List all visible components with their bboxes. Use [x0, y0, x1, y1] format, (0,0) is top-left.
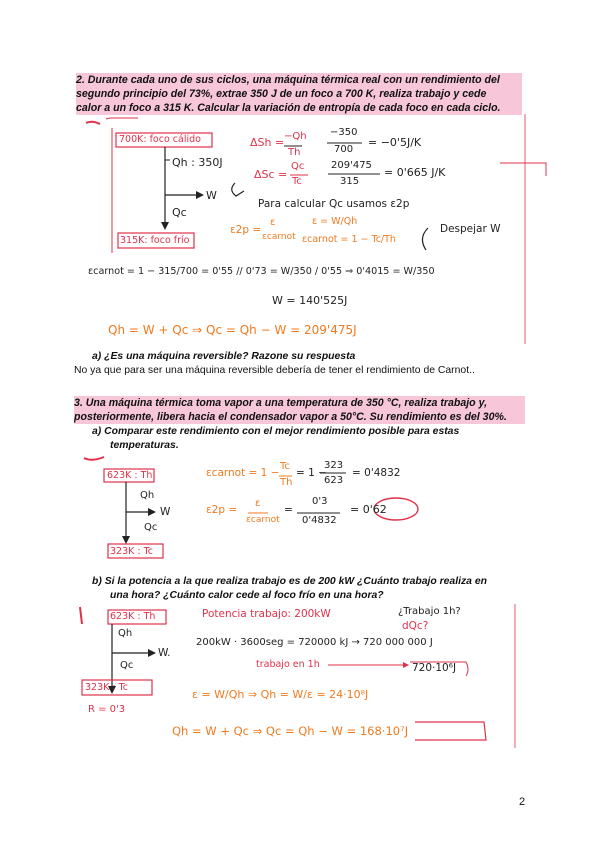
q3b-q-trabajo: ¿Trabajo 1h? — [398, 606, 461, 617]
q2-dsh-val-den: 700 — [334, 144, 354, 155]
q3-sub-b-line-1: b) Si la potencia a la que realiza trabajo es de 200 kW ¿Cuánto trabajo realiza en — [92, 576, 487, 587]
q3-ecarnot-lhs: εcarnot = 1 − — [206, 467, 280, 479]
q2-w-label: W — [206, 189, 217, 202]
q2-header-line-3: calor a un foco a 315 K. Calcular la variación de entropía de cada foco en cada ciclo. — [76, 101, 522, 115]
q3-header-line-2: posteriormente, libera hacia el condensador vapor a 50°C. Su rendimiento es del 30%. — [74, 410, 525, 424]
q2-sub-a: a) ¿Es una máquina reversible? Razone su respuesta — [92, 351, 356, 362]
q3-cold-box: 323K : Tc — [110, 546, 154, 557]
q2-e2p-lhs: ε2p = — [230, 224, 262, 236]
q2-e2p-den: εcarnot — [262, 232, 296, 242]
q2-qh-eq: Qh = W + Qc ⇒ Qc = Qh − W = 209'475J — [108, 323, 357, 337]
q2-cold-box: 315K: foco frío — [120, 235, 190, 246]
q3-sub-b-line-2: una hora? ¿Cuánto calor cede al foco frío en una hora? — [110, 590, 384, 601]
q3-hot-box: 623K : Th — [107, 470, 153, 481]
q2-dsc-val-num: 209'475 — [331, 160, 372, 171]
q3b-qc: Qc — [120, 660, 134, 671]
q2-dsc-num: Qc — [291, 161, 305, 172]
q2-w-result: W = 140'525J — [272, 294, 348, 307]
q2-qh-label: Qh : 350J — [172, 156, 223, 169]
q3b-w: W. — [158, 647, 171, 659]
q2-header-line-1: 2. Durante cada uno de sus ciclos, una máquina térmica real con un rendimiento del — [76, 73, 522, 87]
q2-dsh-val-num: −350 — [330, 127, 358, 138]
q3-ecarnot-result: = 0'4832 — [352, 467, 401, 479]
q3-w-label: W — [160, 506, 171, 518]
q2-dsh-lhs: ΔSh = — [250, 136, 285, 149]
q3-sub-a-line-1: a) Comparar este rendimiento con el mejor rendimiento posible para estas — [92, 426, 460, 437]
q3-qh-label: Qh — [140, 490, 155, 501]
q2-dsc-result: = 0'665 J/K — [384, 166, 446, 179]
q3-e2p-val-num: 0'3 — [312, 496, 328, 507]
q2-qc-label: Qc — [172, 206, 187, 219]
q3b-hot-box: 623K : Th — [110, 611, 156, 622]
q2-despejar: Despejar W — [440, 223, 501, 235]
q3-e2p-num: ε — [255, 498, 261, 509]
q2-dsh-num: −Qh — [284, 131, 307, 142]
q2-dsc-val-den: 315 — [340, 176, 360, 187]
q2-header-line-2: segundo principio del 73%, extrae 350 J de un foco a 700 K, realiza trabajo y cede — [76, 87, 522, 101]
q3b-conversion: 200kW · 3600seg = 720000 kJ → 720 000 000 J — [196, 637, 433, 648]
q3-e2p-result: = 0'62 — [350, 503, 387, 516]
q2-note-calc: Para calcular Qc usamos ε2p — [258, 198, 410, 210]
q3-e2p-eq: = — [284, 504, 293, 516]
q3-ecarnot-val-den: 623 — [324, 475, 344, 486]
q3-ecarnot-mid: = 1 − — [296, 467, 327, 479]
q3-sub-a-line-2: temperaturas. — [110, 440, 179, 451]
q3-ecarnot-val-num: 323 — [324, 460, 344, 471]
q3b-trabajo-val: 720·10⁶J — [412, 662, 457, 674]
q3-e2p-val-den: 0'4832 — [302, 515, 337, 526]
q3b-cold-box: 323K : Tc — [85, 682, 129, 693]
q3-qc-label: Qc — [144, 522, 158, 533]
page-number: 2 — [519, 796, 526, 808]
q2-e2p-arrow1: ε = W/Qh — [312, 216, 358, 227]
q3-header-line-1: 3. Una máquina térmica toma vapor a una temperatura de 350 °C, realiza trabajo y, — [74, 396, 525, 410]
q3b-eps-eq: ε = W/Qh ⇒ Qh = W/ε = 24·10⁸J — [192, 688, 369, 701]
q2-answer-a: No ya que para ser una máquina reversible debería de tener el rendimiento de Carnot.. — [74, 365, 475, 376]
q3-ecarnot-den: Th — [280, 477, 293, 488]
q3b-trabajo-label: trabajo en 1h — [256, 659, 320, 670]
q3b-qh-final: Qh = W + Qc ⇒ Qc = Qh − W = 168·10⁷J — [172, 724, 409, 738]
q3b-r: R = 0'3 — [88, 704, 126, 715]
q2-dsc-lhs: ΔSc = — [254, 168, 288, 181]
q3b-potencia: Potencia trabajo: 200kW — [202, 608, 331, 620]
q3b-qh: Qh — [118, 628, 133, 639]
q2-hot-box: 700K: foco cálido — [119, 134, 201, 145]
q3-e2p-den: εcarnot — [246, 515, 280, 525]
q2-dsh-den: Th — [288, 147, 301, 158]
q3-ecarnot-num: Tc — [280, 461, 290, 472]
q2-dsc-den: Tc — [292, 176, 302, 187]
q3b-q-dqc: dQc? — [402, 620, 429, 632]
q2-e2p-num: ε — [270, 217, 276, 228]
q2-dsh-result: = −0'5J/K — [368, 136, 422, 149]
q2-ecarnot-line: εcarnot = 1 − 315/700 = 0'55 // 0'73 = W/350 / 0'55 ⇒ 0'4015 = W/350 — [88, 266, 435, 277]
q3-e2p-lhs: ε2p = — [206, 504, 238, 516]
q2-e2p-arrow2: εcarnot = 1 − Tc/Th — [302, 234, 396, 245]
